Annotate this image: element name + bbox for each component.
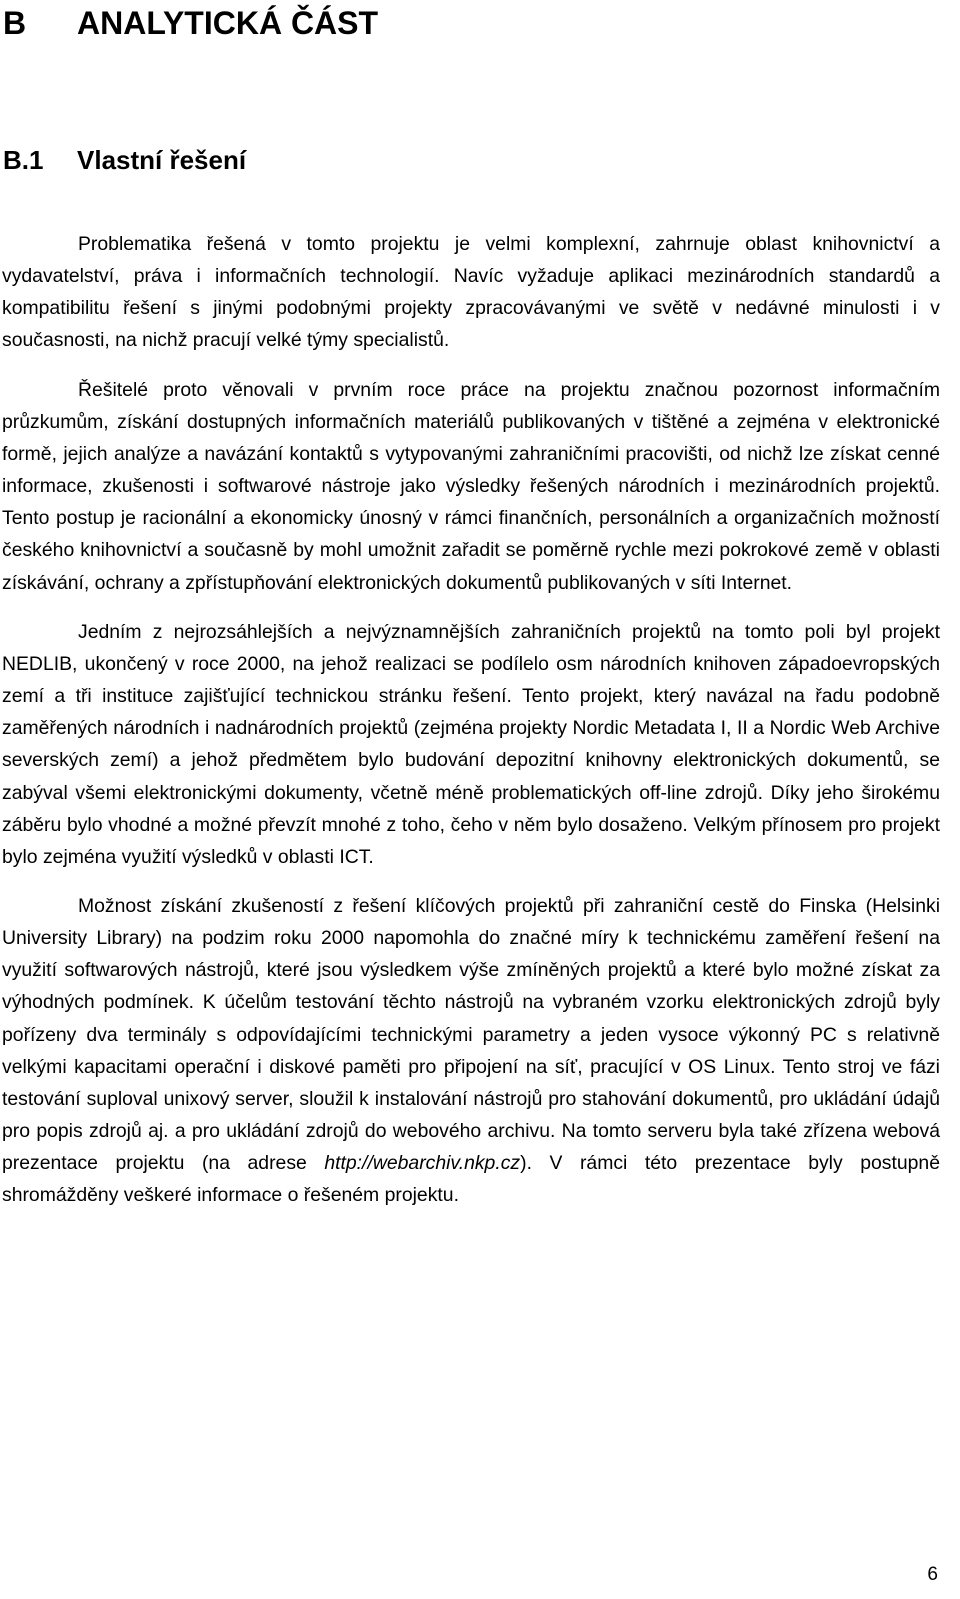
section-heading	[3, 140, 246, 180]
section-title: Vlastní řešení	[77, 145, 247, 175]
paragraph-1: Problematika řešená v tomto projektu je velmi komplexní, zahrnuje oblast knihovnictví a vydavatelství, práva i informačních technologií. Navíc vyžaduje aplikaci mezinárodních standardů a kompatibilitu řešení s jinými podobnými projekty zpracovávanými ve světě v nedávné minulosti i v současnosti, na nichž pracují velké týmy specialistů.	[2, 233, 940, 352]
chapter-heading	[3, 0, 378, 46]
web-archive-url: http://webarchiv.nkp.cz	[324, 1152, 521, 1175]
paragraph-3: Jedním z nejrozsáhlejších a nejvýznamnějších zahraničních projektů na tomto poli byl projekt NEDLIB, ukončený v roce 2000, na jehož realizaci se podílelo osm národních knihoven západoevropských zemí a tři instituce zajišťující technickou stránku řešení. Tento projekt, který navázal na řadu podobně zaměřených národních i nadnárodních projektů (zejména projekty Nordic Metadata I, II a Nordic Web Archive severských zemí) a jehož předmětem bylo budování depozitní knihovny elektronických dokumentů, se zabýval všemi elektronickými dokumenty, včetně méně problematických off-line zdrojů. Díky jeho širokému záběru bylo vhodné a možné převzít mnohé z toho, čeho v něm bylo dosaženo. Velkým přínosem pro projekt bylo zejména využití výsledků v oblasti ICT.	[2, 620, 940, 868]
section-body	[2, 228, 940, 1212]
chapter-title: ANALYTICKÁ ČÁST	[77, 5, 379, 41]
paragraph-2: Řešitelé proto věnovali v prvním roce práce na projektu značnou pozornost informačním průzkumům, získání dostupných informačních materiálů publikovaných v tištěné a zejména v elektronické formě, jejich analýze a navázání kontaktů s vytypovanými zahraničními pracovišti, od nichž lze získat cenné informace, zkušenosti i softwarové nástroje jako výsledky řešených národních i mezinárodních projektů. Tento postup je racionální a ekonomicky únosný v rámci finančních, personálních a organizačních možností českého knihovnictví a současně by mohl umožnit zařadit se poměrně rychle mezi pokrokové země v oblasti získávání, ochrany a zpřístupňování elektronických dokumentů publikovaných v síti Internet.	[2, 378, 940, 594]
paragraph-4-text-after-url: ). V rámci této prezentace byly postupně shromážděny veškeré informace o řešeném projektu.	[2, 1152, 940, 1207]
paragraph-4-text-before-url: Možnost získání zkušeností z řešení klíčových projektů při zahraniční cestě do Finska (Helsinki University Library) na podzim roku 2000 napomohla do značné míry k technickému zaměření řešení na využití softwarových nástrojů, které jsou výsledkem výše zmíněných projektů a které bylo možné získat za výhodných podmínek. K účelům testování těchto nástrojů na vybraném vzorku elektronických zdrojů byly pořízeny dva terminály s odpovídajícími technickými parametry a jeden vysoce výkonný PC s relativně velkými kapacitami operační i diskové paměti pro připojení na síť, pracující v OS Linux. Tento stroj ve fázi testování suploval unixový server, sloužil k instalování nástrojů pro stahování dokumentů, pro ukládání údajů pro popis zdrojů aj. a pro ukládání zdrojů do webového archivu. Na tomto serveru byla také zřízena webová prezentace projektu (na adrese	[2, 894, 940, 1175]
page-number: 6	[927, 1564, 938, 1585]
chapter-number: B	[3, 5, 27, 41]
section-number: B.1	[3, 145, 44, 175]
paragraph-4	[2, 890, 940, 1212]
